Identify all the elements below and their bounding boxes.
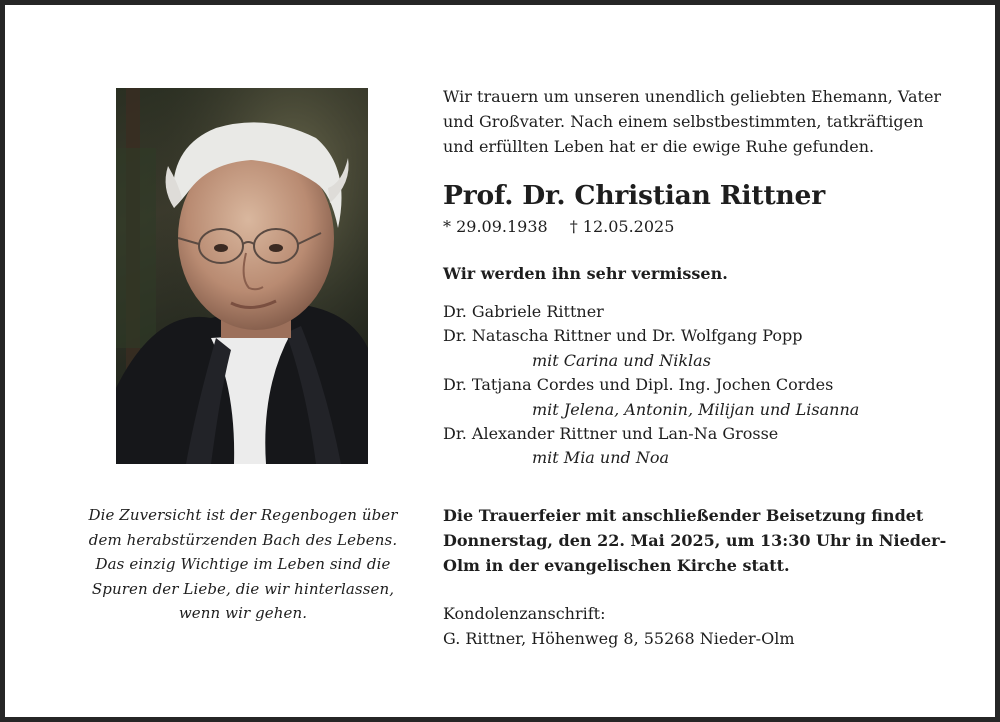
condolence-address bbox=[443, 601, 963, 651]
condolence-address-line: G. Rittner, Höhenweg 8, 55268 Nieder-Olm bbox=[443, 629, 795, 648]
quote-line: wenn wir gehen. bbox=[178, 604, 308, 622]
mourner-name: Dr. Natascha Rittner und Dr. Wolfgang Popp bbox=[443, 326, 803, 346]
quote-line: Das einzig Wichtige im Leben sind die bbox=[95, 555, 391, 573]
mourner-name: Dr. Alexander Rittner und Lan-Na Grosse bbox=[443, 424, 779, 444]
ceremony-line: Die Trauerfeier mit anschließender Beisetzung findet bbox=[443, 506, 924, 525]
ceremony-line: Donnerstag, den 22. Mai 2025, um 13:30 Uhr in Nieder- bbox=[443, 531, 947, 550]
mourner-children: mit Jelena, Antonin, Milijan und Lisanna bbox=[532, 399, 860, 419]
mourners-list bbox=[443, 300, 963, 471]
life-dates bbox=[443, 217, 674, 236]
miss-statement: Wir werden ihn sehr vermissen. bbox=[443, 264, 728, 283]
funeral-announcement bbox=[443, 503, 963, 578]
quote-line: dem herabstürzenden Bach des Lebens. bbox=[88, 530, 398, 549]
portrait-photo-icon bbox=[116, 88, 368, 464]
mourner-children: mit Mia und Noa bbox=[532, 448, 670, 468]
mourner-name: Dr. Tatjana Cordes und Dipl. Ing. Jochen Cordes bbox=[443, 375, 834, 395]
death-date: † 12.05.2025 bbox=[569, 217, 675, 236]
mourner-name: Dr. Gabriele Rittner bbox=[443, 302, 604, 321]
mourner-children: mit Carina und Niklas bbox=[532, 350, 711, 370]
quote-line: Spuren der Liebe, die wir hinterlassen, bbox=[91, 579, 395, 598]
intro-line: und Großvater. Nach einem selbstbestimmten, tatkräftigen bbox=[443, 112, 924, 131]
memorial-quote bbox=[85, 503, 401, 626]
intro-line: Wir trauern um unseren unendlich geliebten Ehemann, Vater bbox=[443, 87, 942, 106]
condolence-label: Kondolenzanschrift: bbox=[443, 604, 606, 623]
intro-line: und erfüllten Leben hat er die ewige Ruhe gefunden. bbox=[443, 137, 875, 156]
quote-line: Die Zuversicht ist der Regenbogen über bbox=[88, 506, 398, 524]
ceremony-line: Olm in der evangelischen Kirche statt. bbox=[443, 556, 790, 575]
birth-date: * 29.09.1938 bbox=[443, 217, 548, 236]
deceased-name: Prof. Dr. Christian Rittner bbox=[443, 180, 825, 211]
intro-text bbox=[443, 84, 963, 159]
